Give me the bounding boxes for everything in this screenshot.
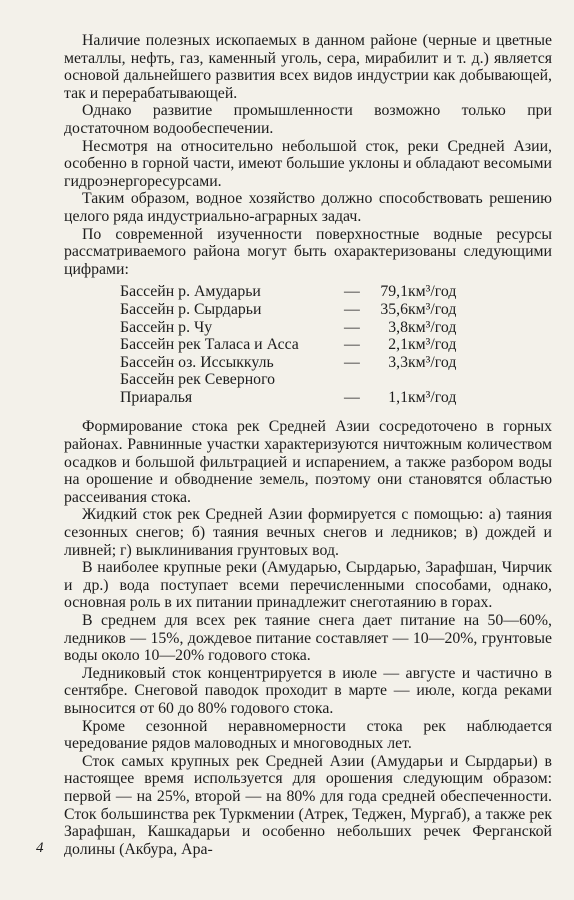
paragraph: Таким образом, водное хозяйство должно способствовать решению целого ряда индустриально-аграрных задач. — [64, 190, 552, 225]
paragraph: Наличие полезных ископаемых в данном районе (черные и цветные металлы, нефть, газ, каменный уголь, сера, мирабилит и т. д.) является основой дальнейшего развития всех видов индустрии как добывающей, так и перерабатывающей. — [64, 32, 552, 102]
runoff-unit: км³/год — [408, 336, 457, 354]
runoff-value: 1,1 — [388, 388, 408, 406]
runoff-unit: км³/год — [408, 283, 457, 301]
paragraph: В наиболее крупные реки (Амударью, Сырдарью, Зарафшан, Чирчик и др.) вода поступает всеми перечисленными способами, однако, основная роль в их питании принадлежит снеготаянию в горах. — [64, 559, 552, 612]
dash: — — [344, 353, 360, 371]
dash: — — [344, 318, 360, 336]
table-row — [120, 336, 456, 354]
paragraph: Жидкий сток рек Средней Азии формируется с помощью: а) таяния сезонных снегов; б) таяния вечных снегов и ледников; в) дождей и ливней; г) выклинивания грунтовых вод. — [64, 506, 552, 559]
runoff-unit: км³/год — [408, 353, 457, 371]
table-row — [120, 371, 456, 389]
basin-name: Бассейн р. Сырдарьи — [120, 300, 262, 318]
runoff-value: 35,6 — [380, 300, 408, 318]
paragraph: В среднем для всех рек таяние снега дает питание на 50—60%, ледников — 15%, дождевое питание составляет — 10—20%, грунтовые воды около 10—20% годового стока. — [64, 612, 552, 665]
paragraph: По современной изученности поверхностные водные ресурсы рассматриваемого района могут быть охарактеризованы следующими цифрами: — [64, 225, 552, 278]
table-row — [120, 389, 456, 407]
water-resources-table — [120, 283, 456, 406]
paragraph: Кроме сезонной неравномерности стока рек наблюдается чередование рядов маловодных и многоводных лет. — [64, 717, 552, 753]
dash: — — [344, 388, 360, 406]
runoff-value: 3,3 — [388, 353, 408, 371]
page-content — [64, 32, 552, 858]
basin-name: Бассейн р. Чу — [120, 318, 213, 336]
table-row — [120, 354, 456, 372]
table-row — [120, 283, 456, 301]
basin-name: Бассейн р. Амударьи — [120, 283, 261, 301]
page-number: 4 — [36, 840, 44, 856]
basin-name: Приаралья — [120, 388, 193, 406]
runoff-unit: км³/год — [408, 388, 457, 406]
paragraph: Сток самых крупных рек Средней Азии (Амударьи и Сырдарьи) в настоящее время используется для орошения следующим образом: первой — на 25%, второй — на 80% для года средней обеспеченности. Сток большинства рек Туркмении (Атрек, Теджен, Мургаб), а также рек Зарафшан, Кашкадарьи и особенно небольших речек Ферганской долины (Акбура, Ара- — [64, 752, 552, 858]
runoff-value: 79,1 — [380, 283, 408, 301]
table-row — [120, 319, 456, 337]
runoff-value: 3,8 — [388, 318, 408, 336]
dash: — — [344, 336, 360, 354]
paragraph: Формирование стока рек Средней Азии сосредоточено в горных районах. Равнинные участки характеризуются ничтожным количеством осадков и большой фильтрацией и испарением, а также разбором воды на орошение и обводнение земель, поэтому они становятся областью рассеивания стока. — [64, 418, 552, 506]
paragraph: Ледниковый сток концентрируется в июле — августе и частично в сентябре. Снеговой паводок проходит в марте — июле, когда реками выносится от 60 до 80% годового стока. — [64, 664, 552, 717]
paragraph: Однако развитие промышленности возможно только при достаточном водообеспечении. — [64, 102, 552, 137]
basin-name: Бассейн рек Северного — [120, 371, 276, 389]
runoff-unit: км³/год — [408, 318, 457, 336]
basin-name: Бассейн рек Таласа и Асса — [120, 336, 299, 354]
runoff-unit: км³/год — [408, 300, 457, 318]
runoff-value: 2,1 — [388, 336, 408, 354]
dash: — — [344, 300, 360, 318]
table-row — [120, 301, 456, 319]
basin-name: Бассейн оз. Иссыккуль — [120, 353, 274, 371]
dash: — — [344, 283, 360, 301]
paragraph: Несмотря на относительно небольшой сток, реки Средней Азии, особенно в горной части, имеют большие уклоны и обладают весомыми гидроэнергоресурсами. — [64, 137, 552, 190]
